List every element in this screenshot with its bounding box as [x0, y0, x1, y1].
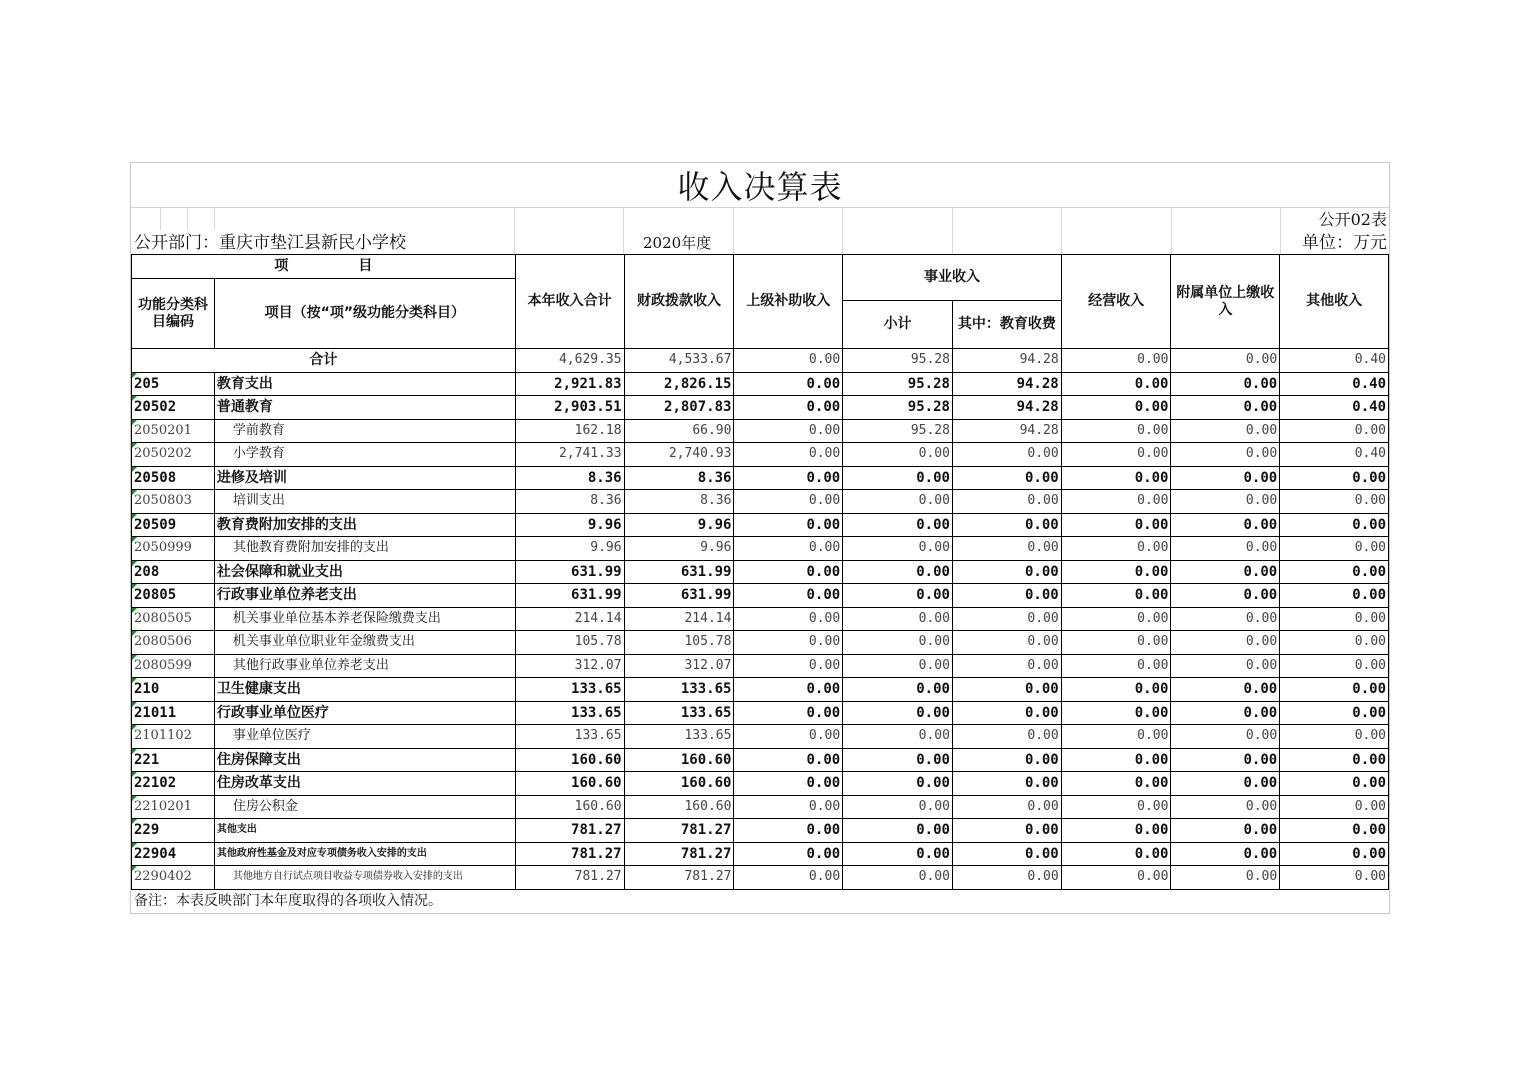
row-value: 2,740.93 — [624, 443, 734, 467]
row-value: 0.00 — [734, 513, 843, 537]
row-value: 0.00 — [843, 866, 953, 890]
row-name: 社会保障和就业支出 — [214, 560, 515, 584]
grid-line — [842, 208, 843, 254]
row-value: 0.00 — [1280, 772, 1389, 796]
row-name: 教育费附加安排的支出 — [214, 513, 515, 537]
row-value: 0.00 — [1061, 584, 1171, 608]
row-value: 0.00 — [734, 584, 843, 608]
row-value: 0.00 — [843, 748, 953, 772]
total-cell: 94.28 — [952, 349, 1061, 373]
total-cell: 4,533.67 — [624, 349, 734, 373]
row-value: 0.00 — [952, 701, 1061, 725]
row-code: 2050803 — [132, 490, 215, 514]
row-code: 20805 — [132, 584, 215, 608]
row-name: 进修及培训 — [214, 466, 515, 490]
row-name: 普通教育 — [214, 396, 515, 420]
row-value: 781.27 — [624, 819, 734, 843]
row-value: 0.00 — [952, 584, 1061, 608]
row-name: 行政事业单位医疗 — [214, 701, 515, 725]
header-affiliated: 附属单位上缴收入 — [1171, 255, 1280, 349]
row-code: 2080505 — [132, 607, 215, 631]
row-value: 0.00 — [1061, 490, 1171, 514]
row-value: 0.00 — [1171, 748, 1280, 772]
row-value: 0.00 — [734, 725, 843, 749]
grid-line — [1280, 208, 1281, 254]
row-value: 0.00 — [734, 490, 843, 514]
row-value: 0.00 — [952, 748, 1061, 772]
row-value: 0.00 — [734, 748, 843, 772]
row-value: 0.00 — [734, 607, 843, 631]
row-value: 133.65 — [624, 701, 734, 725]
row-value: 0.00 — [952, 654, 1061, 678]
row-value: 0.00 — [1061, 537, 1171, 561]
row-value: 0.00 — [1061, 772, 1171, 796]
row-value: 2,921.83 — [515, 372, 624, 396]
row-value: 0.00 — [1061, 748, 1171, 772]
row-value: 0.00 — [1171, 866, 1280, 890]
row-value: 0.00 — [734, 795, 843, 819]
row-code: 20502 — [132, 396, 215, 420]
row-value: 0.00 — [952, 443, 1061, 467]
total-cell: 0.40 — [1280, 349, 1389, 373]
table-row — [132, 748, 1389, 772]
header-education-fee: 其中：教育收费 — [952, 301, 1061, 349]
row-value: 94.28 — [952, 419, 1061, 443]
row-value: 0.00 — [1280, 866, 1389, 890]
row-value: 0.00 — [1280, 490, 1389, 514]
total-label: 合计 — [132, 349, 516, 373]
header-code: 功能分类科目编码 — [132, 279, 215, 349]
row-value: 0.00 — [843, 631, 953, 655]
row-value: 312.07 — [515, 654, 624, 678]
row-value: 133.65 — [624, 725, 734, 749]
row-value: 0.00 — [734, 842, 843, 866]
total-cell: 95.28 — [843, 349, 953, 373]
row-value: 0.00 — [843, 654, 953, 678]
row-value: 0.00 — [1171, 560, 1280, 584]
row-value: 105.78 — [624, 631, 734, 655]
table-row — [132, 372, 1389, 396]
header-other: 其他收入 — [1280, 255, 1389, 349]
row-value: 95.28 — [843, 372, 953, 396]
row-code: 2050201 — [132, 419, 215, 443]
grid-line — [514, 208, 515, 254]
row-value: 0.00 — [734, 701, 843, 725]
row-value: 0.00 — [952, 795, 1061, 819]
total-cell: 0.00 — [734, 349, 843, 373]
row-code: 2080506 — [132, 631, 215, 655]
row-value: 133.65 — [515, 725, 624, 749]
row-value: 0.00 — [1280, 537, 1389, 561]
total-cell: 4,629.35 — [515, 349, 624, 373]
row-name: 住房公积金 — [214, 795, 515, 819]
row-name: 行政事业单位养老支出 — [214, 584, 515, 608]
row-value: 0.00 — [952, 466, 1061, 490]
row-value: 0.00 — [1280, 607, 1389, 631]
row-value: 0.00 — [1280, 419, 1389, 443]
row-value: 0.00 — [1280, 584, 1389, 608]
table-row — [132, 537, 1389, 561]
row-name: 机关事业单位职业年金缴费支出 — [214, 631, 515, 655]
row-value: 0.00 — [1061, 419, 1171, 443]
row-value: 2,741.33 — [515, 443, 624, 467]
row-value: 631.99 — [624, 584, 734, 608]
row-value: 0.00 — [843, 678, 953, 702]
total-cell: 0.00 — [1061, 349, 1171, 373]
row-name: 小学教育 — [214, 443, 515, 467]
row-value: 0.00 — [952, 866, 1061, 890]
page-title: 收入决算表 — [677, 168, 843, 206]
row-value: 0.00 — [1280, 725, 1389, 749]
row-value: 0.40 — [1280, 396, 1389, 420]
table-row — [132, 513, 1389, 537]
grid-line — [952, 208, 953, 254]
row-code: 22102 — [132, 772, 215, 796]
row-value: 0.00 — [1061, 725, 1171, 749]
row-value: 631.99 — [624, 560, 734, 584]
row-value: 0.00 — [952, 560, 1061, 584]
row-value: 0.00 — [843, 443, 953, 467]
table-row — [132, 678, 1389, 702]
row-value: 0.00 — [734, 678, 843, 702]
row-value: 0.00 — [1061, 819, 1171, 843]
table-row — [132, 443, 1389, 467]
row-value: 9.96 — [624, 537, 734, 561]
grid-line — [160, 208, 161, 230]
row-value: 781.27 — [515, 866, 624, 890]
row-value: 105.78 — [515, 631, 624, 655]
item-group-header: 项 目 — [132, 255, 516, 279]
spreadsheet — [130, 162, 1390, 914]
table-row — [132, 866, 1389, 890]
row-value: 0.00 — [734, 419, 843, 443]
row-name: 培训支出 — [214, 490, 515, 514]
row-value: 2,807.83 — [624, 396, 734, 420]
grid-line — [1061, 208, 1062, 254]
row-value: 0.00 — [1171, 678, 1280, 702]
table-row — [132, 795, 1389, 819]
row-name: 其他行政事业单位养老支出 — [214, 654, 515, 678]
row-value: 0.00 — [952, 772, 1061, 796]
table-row — [132, 490, 1389, 514]
row-value: 2,903.51 — [515, 396, 624, 420]
table-row — [132, 584, 1389, 608]
row-name: 其他支出 — [214, 819, 515, 843]
row-value: 0.40 — [1280, 443, 1389, 467]
row-code: 210 — [132, 678, 215, 702]
row-value: 0.00 — [843, 795, 953, 819]
row-value: 0.00 — [1171, 795, 1280, 819]
row-value: 95.28 — [843, 419, 953, 443]
row-value: 0.00 — [1061, 795, 1171, 819]
table-row — [132, 631, 1389, 655]
row-value: 160.60 — [515, 795, 624, 819]
row-value: 312.07 — [624, 654, 734, 678]
row-value: 0.00 — [1061, 607, 1171, 631]
row-value: 9.96 — [515, 513, 624, 537]
row-value: 0.00 — [1061, 654, 1171, 678]
row-code: 205 — [132, 372, 215, 396]
row-value: 0.00 — [952, 678, 1061, 702]
row-value: 0.00 — [1280, 842, 1389, 866]
row-value: 0.00 — [1171, 419, 1280, 443]
row-value: 0.00 — [1061, 631, 1171, 655]
row-value: 781.27 — [624, 842, 734, 866]
row-name: 事业单位医疗 — [214, 725, 515, 749]
grid-line — [131, 207, 1389, 208]
row-name: 教育支出 — [214, 372, 515, 396]
row-value: 0.00 — [1061, 560, 1171, 584]
row-value: 0.00 — [1280, 466, 1389, 490]
row-code: 2050999 — [132, 537, 215, 561]
row-code: 221 — [132, 748, 215, 772]
row-value: 0.00 — [843, 584, 953, 608]
row-value: 0.00 — [843, 537, 953, 561]
row-value: 133.65 — [515, 678, 624, 702]
total-row — [132, 349, 1389, 373]
table-row — [132, 842, 1389, 866]
row-value: 0.00 — [1171, 654, 1280, 678]
row-value: 0.00 — [952, 513, 1061, 537]
row-value: 0.00 — [734, 443, 843, 467]
row-value: 0.00 — [952, 819, 1061, 843]
row-value: 0.00 — [1171, 490, 1280, 514]
table-row — [132, 607, 1389, 631]
row-name: 其他教育费附加安排的支出 — [214, 537, 515, 561]
row-value: 0.00 — [952, 842, 1061, 866]
row-value: 95.28 — [843, 396, 953, 420]
row-name: 其他政府性基金及对应专项债务收入安排的支出 — [214, 842, 515, 866]
grid-line — [187, 208, 188, 230]
row-value: 0.00 — [843, 513, 953, 537]
row-value: 0.00 — [843, 842, 953, 866]
income-table — [131, 254, 1389, 890]
row-value: 0.00 — [734, 560, 843, 584]
grid-line — [214, 208, 215, 230]
table-row — [132, 819, 1389, 843]
row-value: 0.00 — [1171, 772, 1280, 796]
row-value: 0.00 — [1171, 701, 1280, 725]
row-value: 214.14 — [624, 607, 734, 631]
row-code: 20509 — [132, 513, 215, 537]
row-value: 0.00 — [1171, 513, 1280, 537]
row-value: 160.60 — [515, 772, 624, 796]
row-value: 0.00 — [1280, 748, 1389, 772]
row-value: 94.28 — [952, 396, 1061, 420]
grid-line — [623, 208, 624, 254]
row-value: 0.00 — [1171, 842, 1280, 866]
row-value: 0.00 — [1061, 866, 1171, 890]
header-subtotal: 小计 — [843, 301, 953, 349]
table-row — [132, 419, 1389, 443]
row-value: 0.00 — [734, 866, 843, 890]
row-value: 781.27 — [624, 866, 734, 890]
row-value: 0.00 — [1280, 631, 1389, 655]
row-code: 2210201 — [132, 795, 215, 819]
row-value: 0.00 — [843, 701, 953, 725]
row-value: 0.00 — [843, 772, 953, 796]
row-value: 0.00 — [734, 819, 843, 843]
row-name: 住房保障支出 — [214, 748, 515, 772]
row-name: 住房改革支出 — [214, 772, 515, 796]
row-value: 0.00 — [843, 725, 953, 749]
table-row — [132, 772, 1389, 796]
row-value: 0.00 — [843, 490, 953, 514]
row-value: 0.40 — [1280, 372, 1389, 396]
row-value: 160.60 — [624, 772, 734, 796]
row-value: 0.00 — [1280, 701, 1389, 725]
row-value: 9.96 — [515, 537, 624, 561]
row-name: 其他地方自行试点项目收益专项债券收入安排的支出 — [214, 866, 515, 890]
row-value: 160.60 — [515, 748, 624, 772]
row-value: 94.28 — [952, 372, 1061, 396]
row-value: 0.00 — [1171, 631, 1280, 655]
row-value: 0.00 — [734, 772, 843, 796]
row-value: 160.60 — [624, 748, 734, 772]
row-value: 0.00 — [734, 654, 843, 678]
row-value: 0.00 — [1061, 396, 1171, 420]
row-value: 781.27 — [515, 819, 624, 843]
row-value: 66.90 — [624, 419, 734, 443]
row-value: 0.00 — [952, 490, 1061, 514]
row-value: 214.14 — [515, 607, 624, 631]
table-row — [132, 396, 1389, 420]
row-value: 160.60 — [624, 795, 734, 819]
table-row — [132, 654, 1389, 678]
row-name: 学前教育 — [214, 419, 515, 443]
row-value: 0.00 — [1280, 678, 1389, 702]
row-value: 0.00 — [952, 537, 1061, 561]
row-value: 781.27 — [515, 842, 624, 866]
row-value: 0.00 — [1171, 584, 1280, 608]
row-value: 0.00 — [1171, 396, 1280, 420]
row-value: 8.36 — [515, 466, 624, 490]
row-value: 0.00 — [1171, 466, 1280, 490]
row-value: 162.18 — [515, 419, 624, 443]
row-value: 631.99 — [515, 560, 624, 584]
row-value: 0.00 — [843, 819, 953, 843]
row-value: 0.00 — [952, 631, 1061, 655]
row-value: 0.00 — [1061, 443, 1171, 467]
table-row — [132, 725, 1389, 749]
row-value: 8.36 — [624, 490, 734, 514]
row-code: 229 — [132, 819, 215, 843]
header-business-group: 事业收入 — [843, 255, 1062, 301]
row-value: 8.36 — [515, 490, 624, 514]
row-value: 0.00 — [1280, 513, 1389, 537]
row-code: 22904 — [132, 842, 215, 866]
row-value: 0.00 — [734, 537, 843, 561]
row-code: 2050202 — [132, 443, 215, 467]
row-value: 2,826.15 — [624, 372, 734, 396]
row-value: 0.00 — [843, 466, 953, 490]
header-name: 项目（按“项”级功能分类科目） — [214, 279, 515, 349]
row-code: 21011 — [132, 701, 215, 725]
row-code: 2101102 — [132, 725, 215, 749]
row-value: 0.00 — [1171, 443, 1280, 467]
row-value: 0.00 — [734, 396, 843, 420]
row-value: 0.00 — [843, 560, 953, 584]
row-value: 0.00 — [1171, 819, 1280, 843]
department-label: 公开部门：重庆市垫江县新民小学校 — [134, 233, 406, 253]
row-value: 0.00 — [1061, 842, 1171, 866]
row-value: 0.00 — [1061, 701, 1171, 725]
row-value: 133.65 — [624, 678, 734, 702]
row-code: 208 — [132, 560, 215, 584]
row-value: 0.00 — [1280, 819, 1389, 843]
total-cell: 0.00 — [1171, 349, 1280, 373]
header-superior: 上级补助收入 — [734, 255, 843, 349]
grid-line — [1171, 208, 1172, 254]
header-operating: 经营收入 — [1061, 255, 1171, 349]
table-row — [132, 466, 1389, 490]
row-value: 0.00 — [734, 631, 843, 655]
row-value: 0.00 — [1171, 725, 1280, 749]
row-value: 0.00 — [1280, 795, 1389, 819]
row-value: 0.00 — [952, 607, 1061, 631]
row-value: 0.00 — [1171, 372, 1280, 396]
table-row — [132, 701, 1389, 725]
row-value: 0.00 — [1171, 607, 1280, 631]
row-code: 20508 — [132, 466, 215, 490]
row-value: 0.00 — [952, 725, 1061, 749]
row-value: 8.36 — [624, 466, 734, 490]
row-value: 0.00 — [1061, 372, 1171, 396]
row-name: 卫生健康支出 — [214, 678, 515, 702]
row-code: 2080599 — [132, 654, 215, 678]
row-value: 0.00 — [843, 607, 953, 631]
row-value: 0.00 — [734, 466, 843, 490]
row-value: 0.00 — [734, 372, 843, 396]
header-total: 本年收入合计 — [515, 255, 624, 349]
row-value: 0.00 — [1061, 678, 1171, 702]
table-code: 公开02表 — [1318, 210, 1387, 229]
grid-line — [733, 208, 734, 254]
row-code: 2290402 — [132, 866, 215, 890]
row-value: 133.65 — [515, 701, 624, 725]
row-value: 9.96 — [624, 513, 734, 537]
row-value: 0.00 — [1061, 466, 1171, 490]
footnote: 备注：本表反映部门本年度取得的各项收入情况。 — [134, 893, 442, 909]
row-value: 0.00 — [1061, 513, 1171, 537]
row-value: 0.00 — [1280, 654, 1389, 678]
row-value: 0.00 — [1280, 560, 1389, 584]
row-name: 机关事业单位基本养老保险缴费支出 — [214, 607, 515, 631]
year-label: 2020年度 — [643, 234, 712, 252]
header-fiscal: 财政拨款收入 — [624, 255, 734, 349]
table-row — [132, 560, 1389, 584]
row-value: 0.00 — [1171, 537, 1280, 561]
unit-label: 单位：万元 — [1302, 233, 1387, 253]
row-value: 631.99 — [515, 584, 624, 608]
